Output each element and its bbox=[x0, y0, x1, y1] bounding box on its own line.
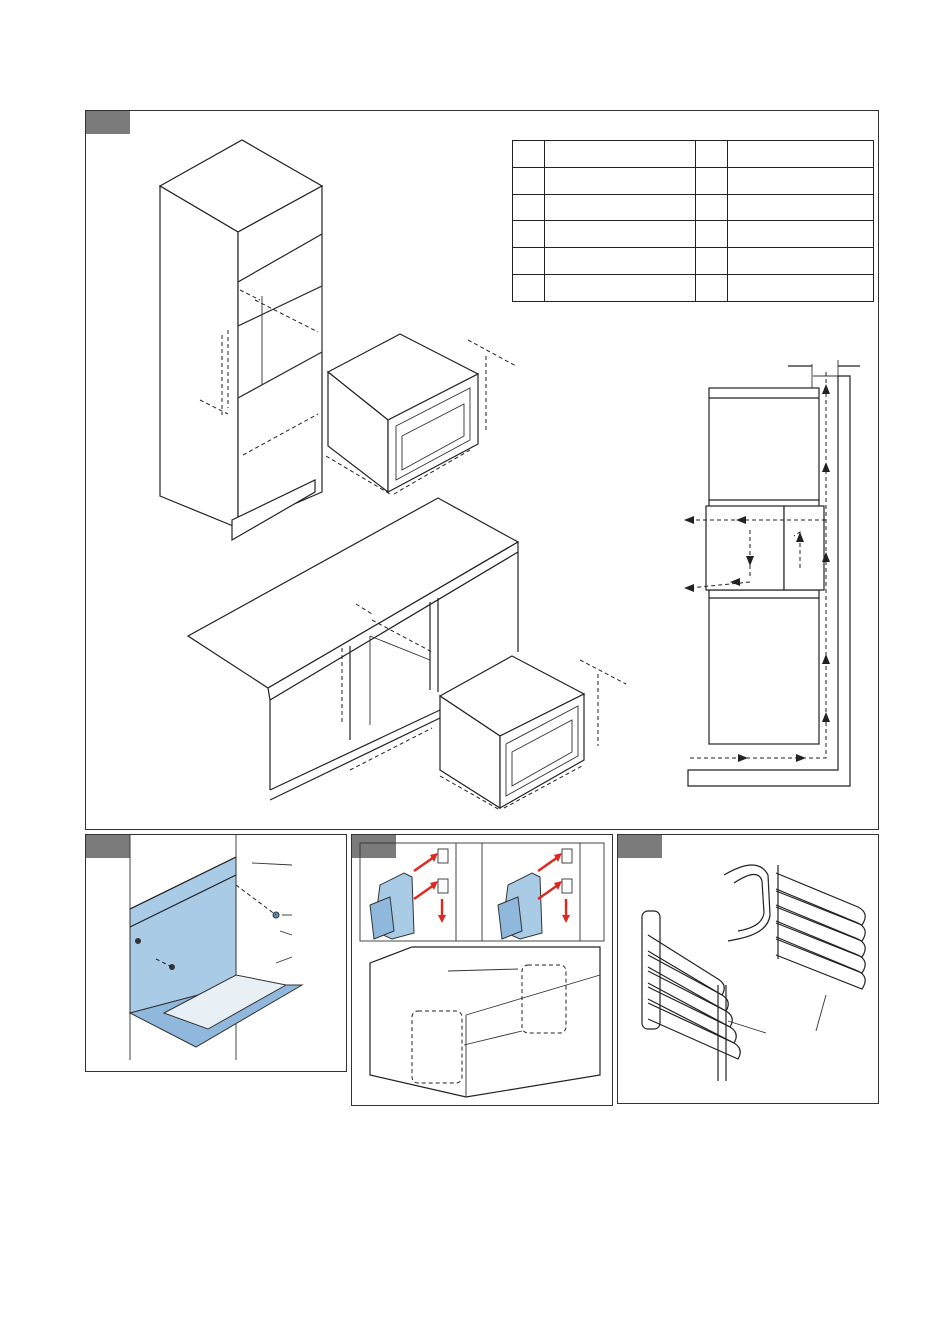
left-shelf-rail bbox=[642, 911, 740, 1081]
shelf-rails-panel bbox=[617, 834, 879, 1104]
oven-upper bbox=[326, 334, 516, 494]
shelf-rails-drawing bbox=[618, 835, 880, 1105]
table-cell bbox=[728, 275, 874, 302]
rail-clips-drawing bbox=[352, 835, 614, 1107]
table-cell bbox=[545, 221, 696, 248]
table-cell bbox=[545, 167, 696, 194]
ventilation-section bbox=[684, 360, 860, 786]
table-cell bbox=[728, 221, 874, 248]
right-shelf-rail bbox=[724, 865, 865, 989]
table-row bbox=[513, 167, 874, 194]
rail-clips-panel bbox=[351, 834, 613, 1106]
door-removal-drawing bbox=[86, 835, 348, 1073]
table-row bbox=[513, 248, 874, 275]
table-row bbox=[513, 221, 874, 248]
tall-cabinet bbox=[160, 140, 322, 540]
oven-lower bbox=[440, 656, 626, 810]
table-cell bbox=[513, 194, 545, 221]
table-cell bbox=[513, 221, 545, 248]
dimension-table bbox=[512, 140, 874, 302]
table-cell bbox=[728, 167, 874, 194]
table-cell bbox=[545, 248, 696, 275]
table-cell bbox=[696, 221, 728, 248]
table-cell bbox=[696, 141, 728, 168]
table-cell bbox=[513, 248, 545, 275]
door-removal-panel bbox=[85, 834, 347, 1072]
table-row bbox=[513, 275, 874, 302]
table-cell bbox=[728, 194, 874, 221]
table-cell bbox=[696, 248, 728, 275]
table-cell bbox=[696, 194, 728, 221]
table-cell bbox=[513, 167, 545, 194]
table-cell bbox=[728, 141, 874, 168]
table-cell bbox=[728, 248, 874, 275]
table-cell bbox=[545, 141, 696, 168]
table-row bbox=[513, 141, 874, 168]
table-row bbox=[513, 194, 874, 221]
table-cell bbox=[696, 167, 728, 194]
table-cell bbox=[513, 141, 545, 168]
table-cell bbox=[545, 275, 696, 302]
table-cell bbox=[545, 194, 696, 221]
table-cell bbox=[513, 275, 545, 302]
table-cell bbox=[696, 275, 728, 302]
